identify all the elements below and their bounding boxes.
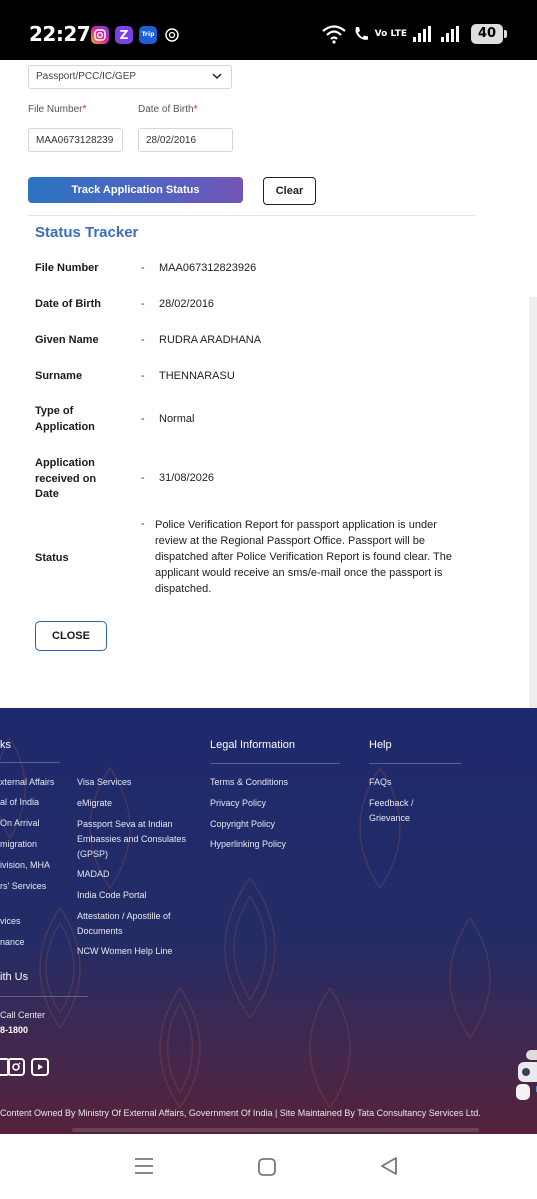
footer-heading-help: Help bbox=[369, 739, 392, 751]
call-center-label: Call Center bbox=[0, 1010, 46, 1020]
status-value: Police Verification Report for passport application is under review at the Regional Passport Office. Passport will be dispatched after Police Verification Report is found clear. The applicant would receive an sms/e-mail once the passport is dispatched. bbox=[155, 519, 452, 595]
status-bar bbox=[0, 0, 537, 60]
status-time: 22:27 bbox=[29, 22, 91, 46]
divider bbox=[210, 763, 340, 764]
footer-link[interactable]: Hyperlinking Policy bbox=[210, 839, 287, 849]
footer-link[interactable]: migration bbox=[0, 839, 38, 849]
row-separator: - bbox=[141, 262, 145, 274]
footer-link[interactable]: al of India bbox=[0, 797, 40, 807]
trip-icon: Trip bbox=[139, 26, 157, 44]
row-label: Date of Birth bbox=[35, 298, 101, 310]
row-value: Normal bbox=[159, 413, 195, 425]
chatbot-icon[interactable] bbox=[512, 1048, 537, 1103]
dob-label: Date of Birth* bbox=[138, 104, 198, 115]
close-button[interactable]: CLOSE bbox=[35, 621, 107, 651]
back-icon[interactable] bbox=[379, 1156, 399, 1176]
footer-link[interactable]: Terms & Conditions bbox=[210, 777, 289, 787]
footer-link[interactable]: Feedback / Grievance bbox=[369, 798, 414, 823]
chevron-down-icon bbox=[211, 70, 223, 82]
row-label: Surname bbox=[35, 370, 83, 382]
status-tracker-title: Status Tracker bbox=[35, 224, 139, 241]
scroll-shade bbox=[529, 297, 537, 708]
divider bbox=[0, 996, 88, 997]
track-application-button[interactable]: Track Application Status bbox=[28, 177, 243, 203]
row-label: Type of Application bbox=[35, 405, 95, 433]
application-type-value: Passport/PCC/IC/GEP bbox=[36, 71, 137, 82]
row-value: MAA067312823926 bbox=[159, 262, 257, 274]
system-nav-bar bbox=[0, 1134, 537, 1199]
footer bbox=[0, 708, 537, 1134]
footer-heading-links: ks bbox=[0, 739, 11, 751]
row-value: 28/02/2016 bbox=[159, 298, 215, 310]
row-label: Given Name bbox=[35, 334, 99, 346]
footer-link[interactable]: nance bbox=[0, 937, 25, 947]
application-type-select[interactable] bbox=[28, 65, 232, 89]
footer-link[interactable]: MADAD bbox=[77, 869, 110, 879]
footer-link[interactable]: On Arrival bbox=[0, 818, 40, 828]
row-separator: - bbox=[141, 298, 145, 310]
instagram-icon bbox=[91, 26, 109, 44]
footer-link[interactable]: ivision, MHA bbox=[0, 860, 51, 870]
footer-link[interactable]: India Code Portal bbox=[77, 890, 147, 900]
battery-icon: 40 bbox=[471, 24, 503, 44]
footer-link[interactable]: FAQs bbox=[369, 777, 392, 787]
divider bbox=[369, 763, 461, 764]
divider bbox=[28, 215, 475, 216]
row-separator: - bbox=[141, 472, 145, 484]
status-indicators bbox=[321, 24, 503, 44]
wifi-icon bbox=[321, 24, 347, 44]
instagram-icon[interactable] bbox=[7, 1058, 25, 1076]
signal-icon bbox=[441, 26, 459, 42]
footer-link[interactable]: vices bbox=[0, 916, 21, 926]
file-number-label: File Number* bbox=[28, 104, 87, 115]
row-separator: - bbox=[141, 413, 145, 425]
footer-link[interactable]: Attestation / Apostille of Documents bbox=[77, 911, 171, 936]
row-value: 31/08/2026 bbox=[159, 472, 215, 484]
signal-icon bbox=[413, 26, 431, 42]
footer-heading-legal: Legal Information bbox=[210, 739, 295, 751]
home-icon[interactable] bbox=[257, 1157, 277, 1177]
clear-button[interactable]: Clear bbox=[263, 177, 316, 205]
row-value: RUDRA ARADHANA bbox=[159, 334, 262, 346]
row-label: File Number bbox=[35, 262, 99, 274]
horizontal-scrollbar[interactable] bbox=[72, 1128, 479, 1132]
footer-link[interactable]: Visa Services bbox=[77, 777, 132, 787]
footer-heading-connect: ith Us bbox=[0, 971, 29, 983]
footer-link[interactable]: xternal Affairs bbox=[0, 777, 55, 787]
file-number-field[interactable]: MAA0673128239 bbox=[28, 128, 123, 152]
footer-link[interactable]: Copyright Policy bbox=[210, 819, 276, 829]
footer-link[interactable]: eMigrate bbox=[77, 798, 113, 808]
dob-field[interactable]: 28/02/2016 bbox=[138, 128, 233, 152]
threads-icon bbox=[163, 26, 181, 44]
zepto-icon: Z bbox=[115, 26, 133, 44]
row-separator: - bbox=[141, 370, 145, 382]
volte-indicator: Vo LTE bbox=[374, 28, 407, 39]
call-center-number[interactable]: 8-1800 bbox=[0, 1025, 29, 1035]
footer-link[interactable]: Privacy Policy bbox=[210, 798, 267, 808]
row-label: Application received on Date bbox=[35, 457, 97, 500]
row-separator: - bbox=[141, 334, 145, 346]
row-value: THENNARASU bbox=[159, 370, 235, 382]
row-separator: - bbox=[141, 518, 145, 530]
footer-link[interactable]: rs' Services bbox=[0, 881, 47, 891]
copyright-text: Content Owned By Ministry Of External Affairs, Government Of India | Site Maintained By Tata Consultancy Services Ltd. bbox=[0, 1108, 481, 1118]
row-label: Status bbox=[35, 552, 69, 564]
divider bbox=[0, 762, 60, 763]
footer-link[interactable]: Passport Seva at Indian Embassies and Consulates (GPSP) bbox=[77, 819, 187, 859]
footer-link[interactable]: NCW Women Help Line bbox=[77, 946, 173, 956]
call-icon bbox=[353, 25, 369, 43]
recent-apps-icon[interactable] bbox=[134, 1156, 154, 1176]
youtube-icon[interactable] bbox=[31, 1058, 49, 1076]
